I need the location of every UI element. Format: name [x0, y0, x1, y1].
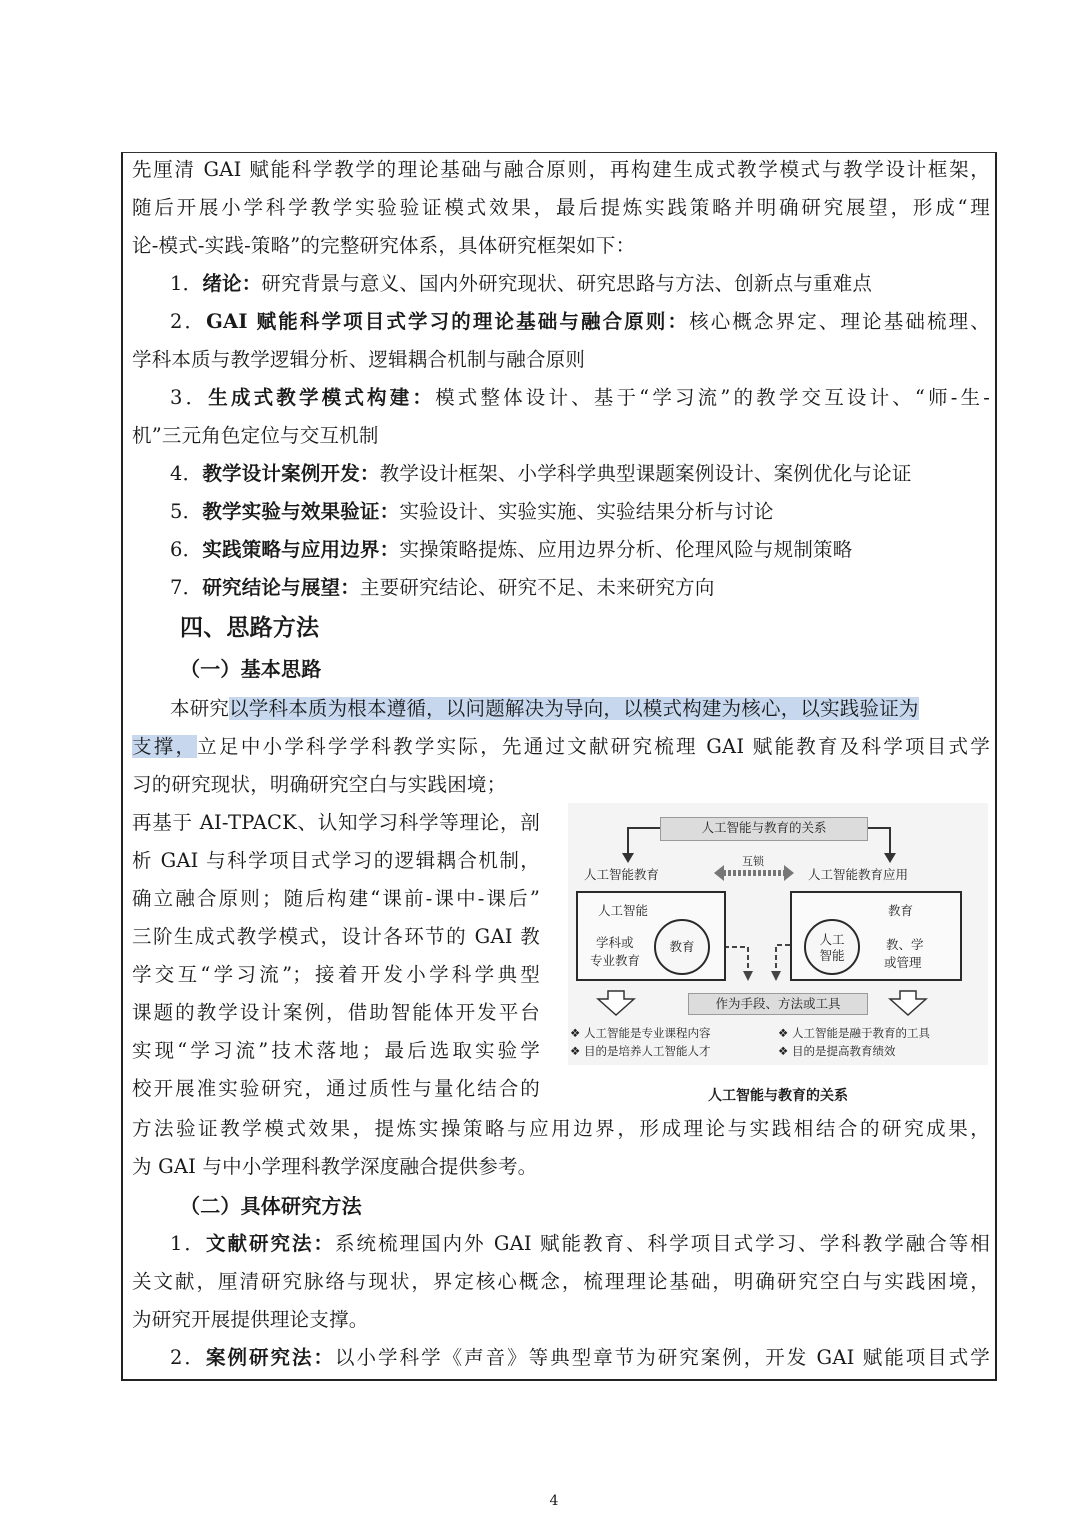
framework-item-3	[170, 385, 990, 411]
basic-line-2	[132, 734, 990, 760]
left-box-sub1: 学科或	[596, 935, 634, 950]
item-text: 教学设计框架、小学科学典型课题案例设计、案例优化与论证	[379, 462, 912, 485]
left-box-sub2: 专业教育	[590, 953, 641, 968]
method-1-line-1	[170, 1231, 990, 1257]
method-1-line-2: 关文献，厘清研究脉络与现状，界定核心概念，梳理理论基础，明确研究空白与实践困境，	[132, 1270, 990, 1293]
left-col-line-3: 确立融合原则；随后构建“课前-课中-课后”	[132, 887, 540, 910]
basic-line-1-pre: 本研究	[170, 697, 230, 720]
item-title: 生成式教学模式构建：	[208, 386, 436, 409]
item-title: 实践策略与应用边界：	[202, 538, 400, 561]
item-title: 绪论：	[202, 272, 262, 295]
intro-line-3: 论-模式-实践-策略”的完整研究体系，具体研究框架如下：	[132, 234, 636, 257]
item-title: 研究结论与展望：	[202, 576, 360, 599]
item-text: 模式整体设计、基于“学习流”的教学交互设计、“师-生-	[435, 386, 990, 409]
method-1-line-3: 为研究开展提供理论支撑。	[132, 1308, 369, 1331]
left-col-line-4: 三阶生成式教学模式，设计各环节的 GAI 教	[132, 925, 540, 948]
left-note-1: ❖ 人工智能是专业课程内容	[570, 1026, 711, 1040]
right-circle-line-1: 人工	[819, 932, 845, 947]
left-box-title: 人工智能	[598, 903, 649, 918]
highlighted-text: 以学科本质为根本遵循，以问题解决为导向，以模式构建为核心，以实践验证为	[229, 697, 919, 720]
diagram-background	[568, 803, 988, 1065]
method-number: 1．	[170, 1232, 206, 1255]
framework-item-6	[170, 537, 852, 563]
basic-line-2-rest: 立足中小学科学学科教学实际，先通过文献研究梳理 GAI 赋能教育及科学项目式学	[197, 735, 991, 758]
item-title: 教学实验与效果验证：	[202, 500, 400, 523]
framework-item-1	[170, 271, 872, 297]
left-col-line-8: 校开展准实验研究，通过质性与量化结合的	[132, 1077, 540, 1100]
basic-line-3: 习的研究现状，明确研究空白与实践困境；	[132, 773, 507, 796]
item-text: 主要研究结论、研究不足、未来研究方向	[359, 576, 715, 599]
left-col-line-5: 学交互“学习流”；接着开发小学科学典型	[132, 963, 540, 986]
basic-line-1	[170, 696, 919, 722]
left-col-line-2: 析 GAI 与科学项目式学习的逻辑耦合机制，	[132, 849, 540, 872]
method-text: 以小学科学《声音》等典型章节为研究案例，开发 GAI 赋能项目式学	[335, 1346, 990, 1369]
left-note-2: ❖ 目的是培养人工智能人才	[570, 1044, 711, 1058]
left-col-line-1: 再基于 AI-TPACK、认知学习科学等理论，剖	[132, 811, 540, 834]
item-number: 2．	[170, 310, 207, 333]
framework-item-3-cont: 机”三元角色定位与交互机制	[132, 424, 379, 447]
interlock-label: 互锁	[742, 855, 764, 868]
figure-caption: 人工智能与教育的关系	[708, 1088, 848, 1104]
subsection-title-basic: （一）基本思路	[180, 657, 322, 681]
section-title: 四、思路方法	[180, 614, 320, 641]
item-number: 6．	[170, 538, 203, 561]
intro-line-1: 先厘清 GAI 赋能科学教学的理论基础与融合原则，再构建生成式教学模式与教学设计框架，	[132, 158, 990, 181]
framework-item-2	[170, 309, 990, 335]
framework-item-4	[170, 461, 912, 487]
after-fig-line-2: 为 GAI 与中小学理科教学深度融合提供参考。	[132, 1155, 538, 1178]
right-note-1: ❖ 人工智能是融于教育的工具	[778, 1026, 930, 1040]
page-number: 4	[549, 1493, 559, 1509]
highlighted-text: 支撑，	[132, 735, 198, 758]
intro-line-2: 随后开展小学科学教学实验验证模式效果，最后提炼实践策略并明确研究展望，形成“理	[132, 196, 990, 219]
bottom-banner: 作为手段、方法或工具	[688, 993, 868, 1015]
item-number: 7．	[170, 576, 203, 599]
framework-item-5	[170, 499, 774, 525]
right-note-2: ❖ 目的是提高教育绩效	[778, 1044, 896, 1058]
item-text: 研究背景与意义、国内外研究现状、研究思路与方法、创新点与重难点	[261, 272, 873, 295]
left-circle: 教育	[654, 919, 710, 975]
right-box-sub1: 教、学	[886, 937, 924, 952]
item-number: 1．	[170, 272, 203, 295]
method-title: 文献研究法：	[205, 1232, 336, 1255]
left-label: 人工智能教育	[584, 867, 660, 882]
framework-item-7	[170, 575, 715, 601]
item-text: 实操策略提炼、应用边界分析、伦理风险与规制策略	[399, 538, 853, 561]
method-title: 案例研究法：	[205, 1346, 336, 1369]
item-number: 4．	[170, 462, 203, 485]
left-col-line-7: 实现“学习流”技术落地；最后选取实验学	[132, 1039, 540, 1062]
left-col-line-6: 课题的教学设计案例，借助智能体开发平台	[132, 1001, 540, 1024]
method-number: 2．	[170, 1346, 206, 1369]
right-circle	[804, 919, 860, 975]
right-box-sub2: 或管理	[884, 955, 922, 970]
method-text: 系统梳理国内外 GAI 赋能教育、科学项目式学习、学科教学融合等相	[335, 1232, 990, 1255]
item-title: GAI 赋能科学项目式学习的理论基础与融合原则：	[206, 310, 690, 333]
right-circle-line-2: 智能	[819, 948, 845, 963]
item-text: 核心概念界定、理论基础梳理、	[689, 310, 990, 333]
item-title: 教学设计案例开发：	[202, 462, 380, 485]
diagram-top-banner: 人工智能与教育的关系	[660, 817, 868, 841]
subsection-title-methods: （二）具体研究方法	[180, 1194, 362, 1218]
right-label: 人工智能教育应用	[808, 867, 909, 882]
item-text: 实验设计、实验实施、实验结果分析与讨论	[399, 500, 774, 523]
method-2-line-1	[170, 1345, 990, 1371]
item-number: 5．	[170, 500, 203, 523]
framework-item-2-cont: 学科本质与教学逻辑分析、逻辑耦合机制与融合原则	[132, 348, 586, 371]
right-box-title: 教育	[888, 903, 914, 918]
ai-education-diagram	[562, 803, 994, 1113]
after-fig-line-1: 方法验证教学模式效果，提炼实操策略与应用边界，形成理论与实践相结合的研究成果，	[132, 1117, 990, 1140]
item-number: 3．	[170, 386, 209, 409]
